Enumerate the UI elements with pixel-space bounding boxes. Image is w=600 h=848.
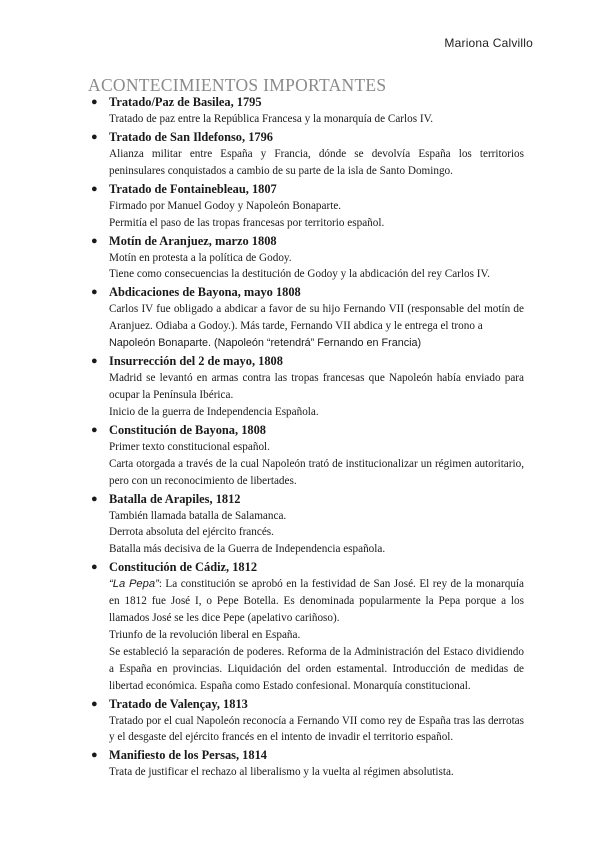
event-item xyxy=(90,353,524,421)
event-description: Motín en protesta a la política de Godoy. xyxy=(109,251,292,264)
bullet-icon: ● xyxy=(91,749,98,762)
bullet-icon: ● xyxy=(91,697,98,710)
bullet-icon: ● xyxy=(91,234,98,247)
event-description: Carta otorgada a través de la cual Napoleón trató de institucionalizar un régimen autoritario, pero con un reconocimiento de libertades. xyxy=(109,457,524,487)
event-description: Tiene como consecuencias la destitución de Godoy y la abdicación del rey Carlos IV. xyxy=(109,268,490,281)
event-description: Derrota absoluta del ejército francés. xyxy=(109,526,274,539)
event-title: Batalla de Arapiles, 1812 xyxy=(109,491,241,506)
bullet-icon: ● xyxy=(91,130,98,143)
event-description xyxy=(109,576,524,627)
event-description: Tratado por el cual Napoleón reconocía a Fernando VII como rey de España tras las derrotas y el desgaste del ejército francés en el intento de invadir el territorio español. xyxy=(109,714,524,744)
bullet-icon: ● xyxy=(91,492,98,505)
event-description: Se estableció la separación de poderes. Reforma de la Administración del Estaco dividiendo a España en provincias. Liquidación del orden estamental. Introducción de medidas de libertad económica. España como Estado confesional. Monarquía constitucional. xyxy=(109,645,524,692)
event-description: Carlos IV fue obligado a abdicar a favor de su hijo Fernando VII (responsable del motín de Aranjuez. Odiaba a Godoy.). Más tarde, Fernando VII abdica y le entrega el trono a xyxy=(109,303,524,333)
event-item xyxy=(90,422,524,490)
event-title: Abdicaciones de Bayona, mayo 1808 xyxy=(109,285,301,300)
event-title: Tratado/Paz de Basilea, 1795 xyxy=(109,95,262,109)
event-description: Triunfo de la revolución liberal en España. xyxy=(109,628,301,641)
event-description: Primer texto constitucional español. xyxy=(109,440,270,453)
event-title: Constitución de Cádiz, 1812 xyxy=(109,560,258,575)
event-description: Firmado por Manuel Godoy y Napoleón Bonaparte. xyxy=(109,199,342,212)
event-item xyxy=(90,94,524,128)
event-title: Insurrección del 2 de mayo, 1808 xyxy=(109,354,283,369)
event-item xyxy=(90,284,524,352)
event-description: También llamada batalla de Salamanca. xyxy=(109,509,287,522)
bullet-icon: ● xyxy=(91,355,98,368)
event-title: Manifiesto de los Persas, 1814 xyxy=(109,748,267,763)
event-title: Tratado de San Ildefonso, 1796 xyxy=(109,129,273,144)
event-item xyxy=(90,559,524,694)
event-item xyxy=(90,491,524,559)
bullet-icon: ● xyxy=(91,561,98,574)
event-title: Constitución de Bayona, 1808 xyxy=(109,422,266,437)
page-title: ACONTECIMIENTOS IMPORTANTES xyxy=(88,75,387,95)
event-item xyxy=(90,233,524,284)
event-item xyxy=(90,181,524,232)
bullet-icon: ● xyxy=(91,286,98,299)
bullet-icon: ● xyxy=(91,96,98,108)
event-description: Inicio de la guerra de Independencia Española. xyxy=(109,405,319,418)
event-description: Tratado de paz entre la República Francesa y la monarquía de Carlos IV. xyxy=(109,113,434,125)
event-item xyxy=(90,129,524,180)
event-description: Madrid se levantó en armas contra las tropas francesas que Napoleón había enviado para ocupar la Península Ibérica. xyxy=(109,372,524,401)
event-description: Permitía el paso de las tropas francesas por territorio español. xyxy=(109,216,385,229)
event-description: Trata de justificar el rechazo al liberalismo y la vuelta al régimen absolutista. xyxy=(109,766,454,779)
event-lead-text: : La constitución se aprobó en la festividad de San José. El rey de la monarquía en 1812 fue José I, o Pepe Botella. Es denominada popularmente la Pepa porque a los llamados José se les dice Pepe (apelativo cariñoso). xyxy=(109,578,524,625)
event-title: Tratado de Fontainebleau, 1807 xyxy=(109,181,277,196)
event-description: Batalla más decisiva de la Guerra de Independencia española. xyxy=(109,543,386,556)
event-note: Napoleón Bonaparte. (Napoleón “retendrá” Fernando en Francia) xyxy=(109,337,422,350)
event-item xyxy=(90,696,524,747)
event-title: Motín de Aranjuez, marzo 1808 xyxy=(109,233,277,248)
event-description: Alianza militar entre España y Francia, dónde se devolvía España los territorios peninsulares conquistados a cambio de su parte de la isla de Santo Domingo. xyxy=(109,147,524,177)
event-nickname: “La Pepa” xyxy=(109,578,159,591)
event-item xyxy=(90,747,524,781)
bullet-icon: ● xyxy=(91,182,98,195)
bullet-icon: ● xyxy=(91,423,98,436)
author-name: Mariona Calvillo xyxy=(444,36,533,50)
events-list xyxy=(90,94,524,781)
event-title: Tratado de Valençay, 1813 xyxy=(109,696,248,711)
